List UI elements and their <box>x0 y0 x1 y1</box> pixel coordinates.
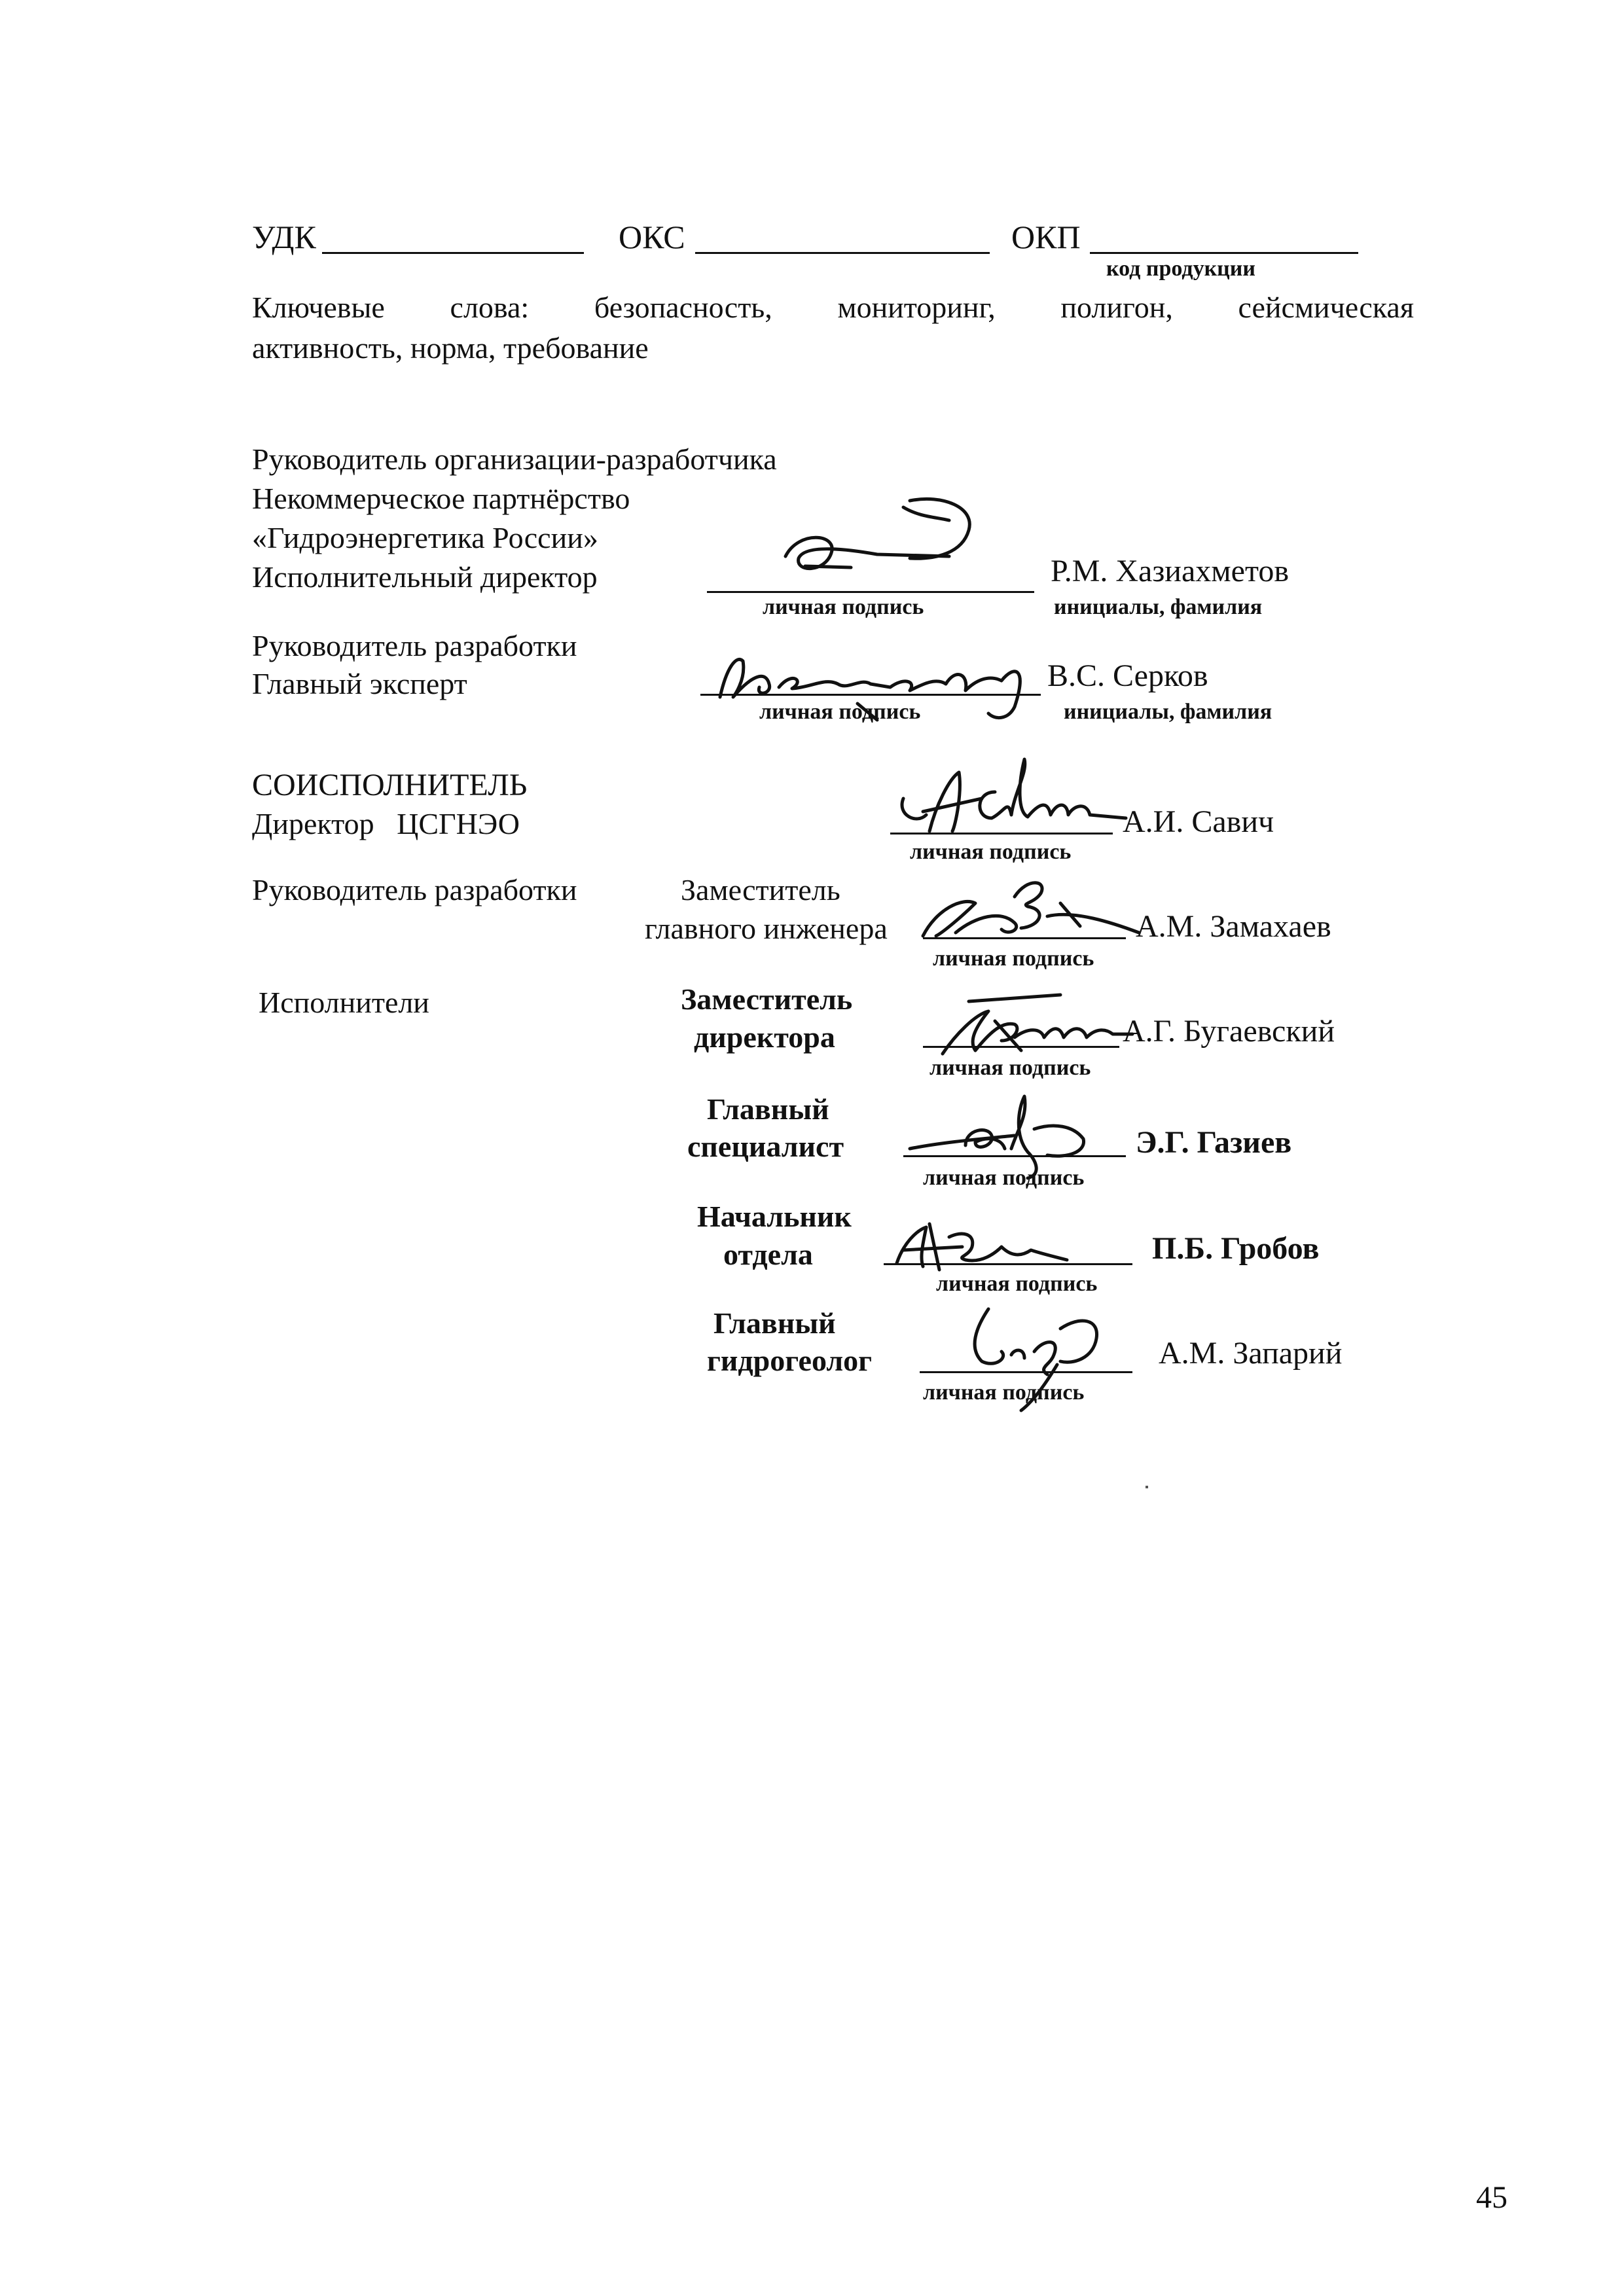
keywords-word: слова: <box>450 291 530 324</box>
udk-blank-line <box>322 252 584 254</box>
scan-speck <box>1146 1486 1148 1488</box>
signature-savich <box>897 753 1132 844</box>
page-number: 45 <box>1476 2180 1507 2215</box>
okp-label: ОКП <box>1011 219 1081 255</box>
executor-name: П.Б. Гробов <box>1152 1231 1320 1266</box>
dev-head-name: В.С. Серков <box>1047 658 1208 693</box>
oks-blank-line <box>695 252 990 254</box>
keywords-word: безопасность, <box>594 291 772 324</box>
executor-name: А.Г. Бугаевский <box>1123 1014 1335 1049</box>
executor-sig-caption: личная подпись <box>923 1166 1085 1190</box>
org-head-sig-caption: личная подпись <box>763 595 924 619</box>
executor-sig-caption: личная подпись <box>936 1272 1098 1296</box>
signature-khaziakhmetov <box>779 494 995 592</box>
dev-head-position: Главный эксперт <box>252 667 467 700</box>
executor-position2: директора <box>694 1020 835 1054</box>
signature-zamakhaev <box>916 870 1152 949</box>
okp-blank-line <box>1090 252 1358 254</box>
executor-position2: специалист <box>687 1130 844 1163</box>
keywords-word: сейсмическая <box>1238 291 1414 324</box>
signature-bugaevsky <box>929 988 1139 1060</box>
coexec-dev-head-sig-caption: личная подпись <box>933 946 1094 971</box>
executor-position1: Главный <box>713 1306 836 1340</box>
keywords-line2: активность, норма, требование <box>252 331 649 365</box>
coexec-dev-head-name: А.М. Замахаев <box>1136 909 1331 944</box>
coexecutor-sig-caption: личная подпись <box>910 840 1072 864</box>
dev-head-sig-caption: личная подпись <box>759 700 921 724</box>
executor-position2: гидрогеолог <box>707 1344 873 1377</box>
coexecutor-position: Директор ЦСГНЭО <box>252 807 520 840</box>
executor-sig-caption: личная подпись <box>923 1380 1085 1405</box>
org-head-line2: Некоммерческое партнёрство <box>252 482 630 515</box>
signature-grobov <box>890 1217 1087 1276</box>
keywords-line1 <box>252 290 1414 325</box>
dev-head-name-caption: инициалы, фамилия <box>1064 700 1272 724</box>
coexec-dev-head-label: Руководитель разработки <box>252 873 577 906</box>
oks-label: ОКС <box>619 219 685 255</box>
coexec-dev-head-position2: главного инженера <box>645 912 888 945</box>
executor-sig-caption: личная подпись <box>929 1056 1091 1080</box>
executor-name: Э.Г. Газиев <box>1136 1125 1292 1160</box>
executor-position1: Начальник <box>697 1200 852 1233</box>
keywords-word: мониторинг, <box>837 291 996 324</box>
org-head-line1: Руководитель организации-разработчика <box>252 442 777 476</box>
udk-label: УДК <box>252 219 316 255</box>
executor-position1: Заместитель <box>681 982 853 1016</box>
coexecutor-title: СОИСПОЛНИТЕЛЬ <box>252 768 528 802</box>
okp-caption: код продукции <box>1106 257 1255 281</box>
coexecutor-name: А.И. Савич <box>1123 804 1274 839</box>
org-head-position: Исполнительный директор <box>252 560 598 594</box>
keywords-word: Ключевые <box>252 291 385 324</box>
executors-label: Исполнители <box>259 986 429 1019</box>
org-head-line3: «Гидроэнергетика России» <box>252 521 598 554</box>
executor-position2: отдела <box>723 1238 813 1271</box>
executor-name: А.М. Запарий <box>1159 1336 1343 1371</box>
executor-position1: Главный <box>707 1092 829 1126</box>
org-head-name: Р.М. Хазиахметов <box>1051 554 1289 588</box>
coexec-dev-head-position1: Заместитель <box>681 873 840 906</box>
org-head-name-caption: инициалы, фамилия <box>1054 595 1263 619</box>
dev-head-line1: Руководитель разработки <box>252 629 577 662</box>
keywords-word: полигон, <box>1060 291 1173 324</box>
